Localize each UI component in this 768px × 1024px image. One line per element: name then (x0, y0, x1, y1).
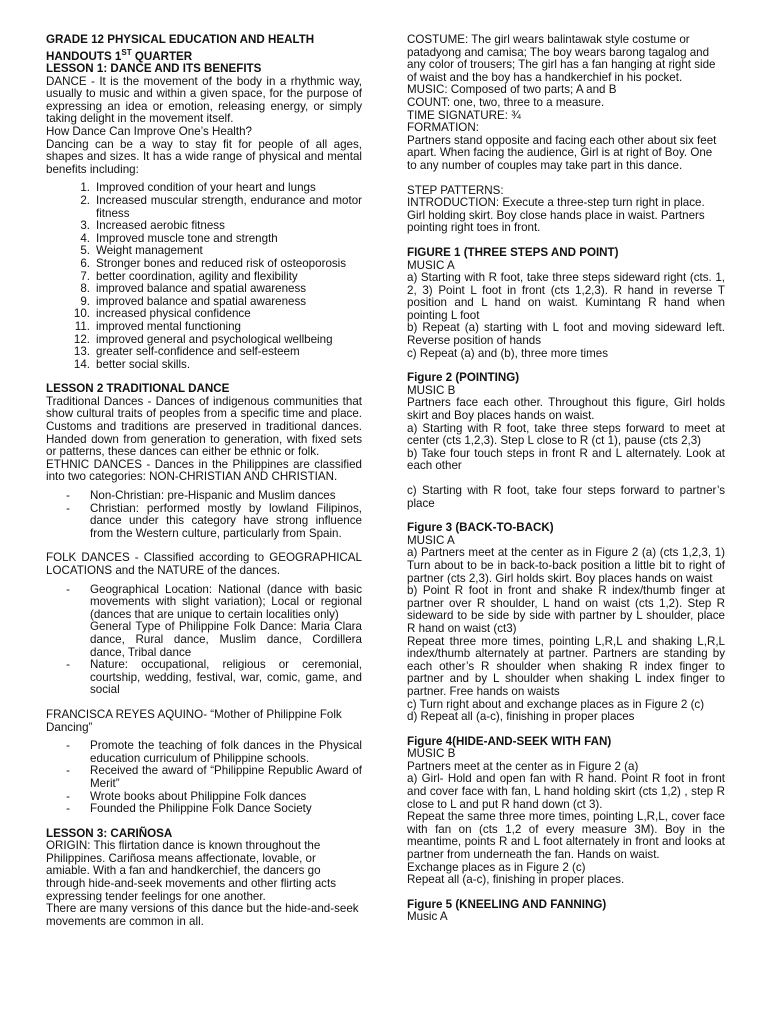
figure5-music: Music A (407, 910, 448, 924)
folk-definition: FOLK DANCES - Classified according to GEOGRAPHICAL LOCATIONS and the NATURE of the dances. (46, 551, 362, 578)
list-item: 10. increased physical confidence (73, 307, 251, 321)
time-signature: TIME SIGNATURE: ¾ (407, 108, 521, 122)
lesson3-heading: LESSON 3: CARIÑOSA (46, 826, 173, 840)
list-item: 8. improved balance and spatial awareness (80, 282, 307, 296)
figure2-heading: Figure 2 (POINTING) (407, 371, 520, 385)
figure3-step: a) Partners meet at the center as in Figure 2 (a) (cts 1,2,3, 1) Turn about to be in back-to-back position a little bit to right of partner (cts 2,3). Girl holds skirt. Boy places hands on waist (407, 546, 725, 585)
health-question: How Dance Can Improve One’s Health? (46, 125, 252, 139)
document-subtitle: HANDOUTS 1ST QUARTER (46, 47, 193, 63)
list-item: 7. better coordination, agility and flexibility (80, 269, 298, 283)
figure4-step: Exchange places as in Figure 2 (c) (407, 860, 586, 874)
figure3-step: d) Repeat all (a-c), finishing in proper places (407, 710, 635, 724)
costume-text: COSTUME: The girl wears balintawak style costume or patadyong and camisa; The boy wears barong tagalog and any color of trousers; The girl has a fan hanging at right side of waist and the boy has a handkerchief in his pocket. (407, 33, 716, 84)
figure1-music: MUSIC A (407, 258, 455, 272)
benefits-list (46, 182, 362, 371)
step-patterns-label: STEP PATTERNS: (407, 183, 504, 197)
figure4-step: Repeat all (a-c), finishing in proper places. (407, 873, 625, 887)
count-text: COUNT: one, two, three to a measure. (407, 95, 605, 109)
list-item: 13. greater self-confidence and self-esteem (73, 345, 300, 359)
list-item: - Wrote books about Philippine Folk dances (66, 789, 307, 803)
introduction-text: INTRODUCTION: Execute a three-step turn right in place. Girl holding skirt. Boy close hands place in waist. Partners pointing right toes in front. (407, 196, 705, 235)
benefits-intro: Dancing can be a way to stay fit for people of all ages, shapes and sizes. It has a wide range of physical and mental benefits including: (46, 137, 362, 176)
list-item: 12. improved general and psychological wellbeing (73, 332, 333, 346)
figure1-step: b) Repeat (a) starting with L foot and moving sideward left. Reverse position of hands (407, 321, 725, 348)
figure3-step: Repeat three more times, pointing L,R,L and shaking L,R,L index/thumb alternately at partner. Partners are standing by each other’s R shoulder when shaking R index finger to partner and by L shoulder when shaking L index finger to partner. Free hands on waists (407, 634, 725, 698)
figure2-music: MUSIC B (407, 383, 456, 397)
formation-label: FORMATION: (407, 121, 479, 135)
list-item: - Christian: performed mostly by lowland Filipinos, dance under this category have strong influence from the Western culture, particularly from Spain. (66, 501, 362, 540)
right-column (407, 34, 725, 924)
list-item: - Received the award of “Philippine Republic Award of Merit” (66, 764, 362, 790)
figure1-step: a) Starting with R foot, take three steps sideward right (cts. 1, 2, 3) Point L foot in front (cts 1,2,3). R hand in reverse T position and L hand on waist. Kumintang R hand when pointing L foot (407, 271, 725, 322)
list-item: 4. Improved muscle tone and strength (80, 231, 278, 245)
figure4-heading: Figure 4(HIDE-AND-SEEK WITH FAN) (407, 734, 612, 748)
figure1-step: c) Repeat (a) and (b), three more times (407, 346, 609, 360)
figure2-step: Partners face each other. Throughout this figure, Girl holds skirt and Boy places hands on waist. (407, 396, 725, 423)
figure3-heading: Figure 3 (BACK-TO-BACK) (407, 521, 554, 535)
list-item: - Non-Christian: pre-Hispanic and Muslim dances (66, 489, 336, 503)
formation-text: Partners stand opposite and facing each other about six feet apart. When facing the audience, Girl is at right of Boy. One to any number of couples may take part in this dance. (407, 133, 717, 172)
left-column (46, 34, 362, 928)
traditional-definition: Traditional Dances - Dances of indigenous communities that show cultural traits of peoples from a specific time and place. Customs and traditions are preserved in traditional dances. Handed down from generation to generation, with fixed sets or patterns, these dances can either be ethnic or folk. (46, 394, 362, 459)
list-item: - Founded the Philippine Folk Dance Society (66, 802, 312, 816)
list-item: 2. Increased muscular strength, endurance and motor fitness (80, 193, 362, 220)
versions-text: There are many versions of this dance but the hide-and-seek movements are common in all. (46, 902, 359, 928)
list-item: 3. Increased aerobic fitness (80, 219, 225, 233)
figure3-music: MUSIC A (407, 533, 455, 547)
list-item: 9. improved balance and spatial awareness (80, 294, 307, 308)
origin-text: ORIGIN: This flirtation dance is known throughout the Philippines. Cariñosa means affectionate, lovable, or amiable. With a fan and handkerchief, the dancers go through hide-and-seek movements and other flirting acts expressing tender feelings for one another. (46, 839, 337, 903)
ethnic-list (46, 490, 362, 540)
figure2-step: c) Starting with R foot, take four steps forward to partner’s place (407, 484, 725, 510)
figure3-step: c) Turn right about and exchange places as in Figure 2 (c) (407, 697, 705, 711)
aquino-heading: FRANCISCA REYES AQUINO- “Mother of Philippine Folk Dancing” (46, 707, 342, 734)
ethnic-definition: ETHNIC DANCES - Dances in the Philippines are classified into two categories: NON-CHRISTIAN AND CHRISTIAN. (46, 457, 362, 484)
figure4-step: a) Girl- Hold and open fan with R hand. Point R foot in front and cover face with fan, L hand holding skirt (cts 1,2) , step R close to L and put R hand down (ct 3). (407, 772, 725, 811)
lesson2-heading: LESSON 2 TRADITIONAL DANCE (46, 382, 230, 396)
figure4-step: Partners meet at the center as in Figure 2 (a) (407, 759, 639, 773)
list-item: 14. better social skills. (73, 357, 191, 371)
figure2-step: b) Take four touch steps in front R and L alternately. Look at each other (407, 446, 725, 473)
aquino-list (46, 740, 362, 816)
figure5-heading: Figure 5 (KNEELING AND FANNING) (407, 897, 607, 911)
list-item: 5. Weight management (80, 244, 203, 258)
document-title: GRADE 12 PHYSICAL EDUCATION AND HEALTH (46, 33, 315, 46)
figure3-step: b) Point R foot in front and shake R index/thumb finger at partner over R shoulder, L hand on waist (cts 1,2). Step R sideward to be side by side with partner by L shoulder, place R hand on waist (ct3) (407, 584, 725, 635)
list-item: - Geographical Location: National (dance with basic movements with slight variation); Local or regional (dances that are unique to certain localities only) General Type of Philippine Folk Dance: Maria Clara dance, Rural dance, Muslim dance, Cordillera dance, Tribal dance (66, 582, 362, 659)
figure4-step: Repeat the same three more times, pointing L,R,L, cover face with fan on (cts 1,2 of every measure 3M). Boy in the meantime, points R and L foot alternately in front and looks at partner from underneath the fan. Hands on waist. (407, 810, 725, 862)
list-item: - Nature: occupational, religious or ceremonial, courtship, wedding, festival, war, comic, game, and social (66, 658, 362, 697)
list-item: - Promote the teaching of folk dances in the Physical education curriculum of Philippine schools. (66, 739, 362, 765)
music-text: MUSIC: Composed of two parts; A and B (407, 83, 617, 97)
lesson1-heading: LESSON 1: DANCE AND ITS BENEFITS (46, 62, 262, 76)
figure2-step: a) Starting with R foot, take three steps forward to meet at center (cts 1,2,3). Step L close to R (ct 1), pause (cts 2,3) (407, 421, 725, 448)
list-item: 6. Stronger bones and reduced risk of osteoporosis (80, 256, 347, 270)
figure1-heading: FIGURE 1 (THREE STEPS AND POINT) (407, 245, 619, 259)
folk-list (46, 584, 362, 697)
list-item: 1. Improved condition of your heart and lungs (80, 181, 316, 195)
dance-definition: DANCE - It is the movement of the body in a rhythmic way, usually to music and within a given space, for the purpose of expressing an idea or emotion, releasing energy, or simply taking delight in the movement itself. (46, 74, 362, 126)
figure4-music: MUSIC B (407, 747, 456, 761)
list-item: 11. improved mental functioning (74, 319, 242, 333)
